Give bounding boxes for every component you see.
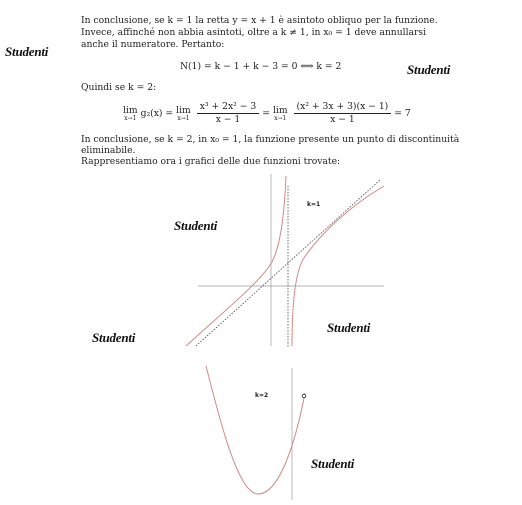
paragraph1-line1: In conclusione, se k = 1 la retta y = x + 1 è asintoto obliquo per la funzione.	[81, 15, 438, 26]
watermark-left-top: Studenti	[5, 44, 49, 59]
limit-operator-3: lim x→1	[272, 104, 288, 122]
limit-operator-2: lim x→1	[176, 104, 191, 122]
watermark-right-top: Studenti	[407, 62, 451, 77]
paragraph2-line1: In conclusione, se k = 2, in x₀ = 1, la funzione presente un punto di discontinuità	[81, 134, 460, 145]
watermark-left-bottom: Studenti	[92, 330, 136, 345]
paragraph1-line2: Invece, affinché non abbia asintoti, oltre a k ≠ 1, in x₀ = 1 deve annullarsi	[81, 27, 427, 38]
limit-equals: =	[262, 107, 270, 119]
paragraph1-line3: anche il numeratore. Pertanto:	[81, 39, 225, 50]
graph1-label: k=1	[307, 201, 321, 208]
limit-fraction-1: $\frac{\text{x³ + 2x² − 3}}{x - 1}$	[197, 102, 260, 125]
watermark-graph1: Studenti	[174, 218, 218, 233]
watermark-graph1-right: Studenti	[327, 320, 371, 335]
paragraph2-line2: eliminabile.	[81, 145, 136, 156]
graph2-label: k=2	[255, 392, 269, 399]
limit-operator-1: lim x→1	[123, 104, 138, 122]
graph2-hole-marker	[302, 394, 306, 398]
limit-result: = 7	[394, 107, 411, 119]
graph2-parabola	[206, 366, 305, 494]
watermark-graph2: Studenti	[311, 456, 355, 471]
equation-n1: N(1) = k − 1 + k − 3 = 0 ⟺ k = 2	[180, 61, 342, 72]
limit-fraction-2: $\frac{\text{(x² + 3x + 3)(x − 1)}}{x - 1}$	[294, 102, 392, 125]
quindi-line: Quindi se k = 2:	[81, 82, 157, 93]
limit-fn: g₂(x) =	[140, 107, 174, 119]
paragraph2-line3: Rappresentiamo ora i grafici delle due funzioni trovate:	[81, 156, 341, 167]
